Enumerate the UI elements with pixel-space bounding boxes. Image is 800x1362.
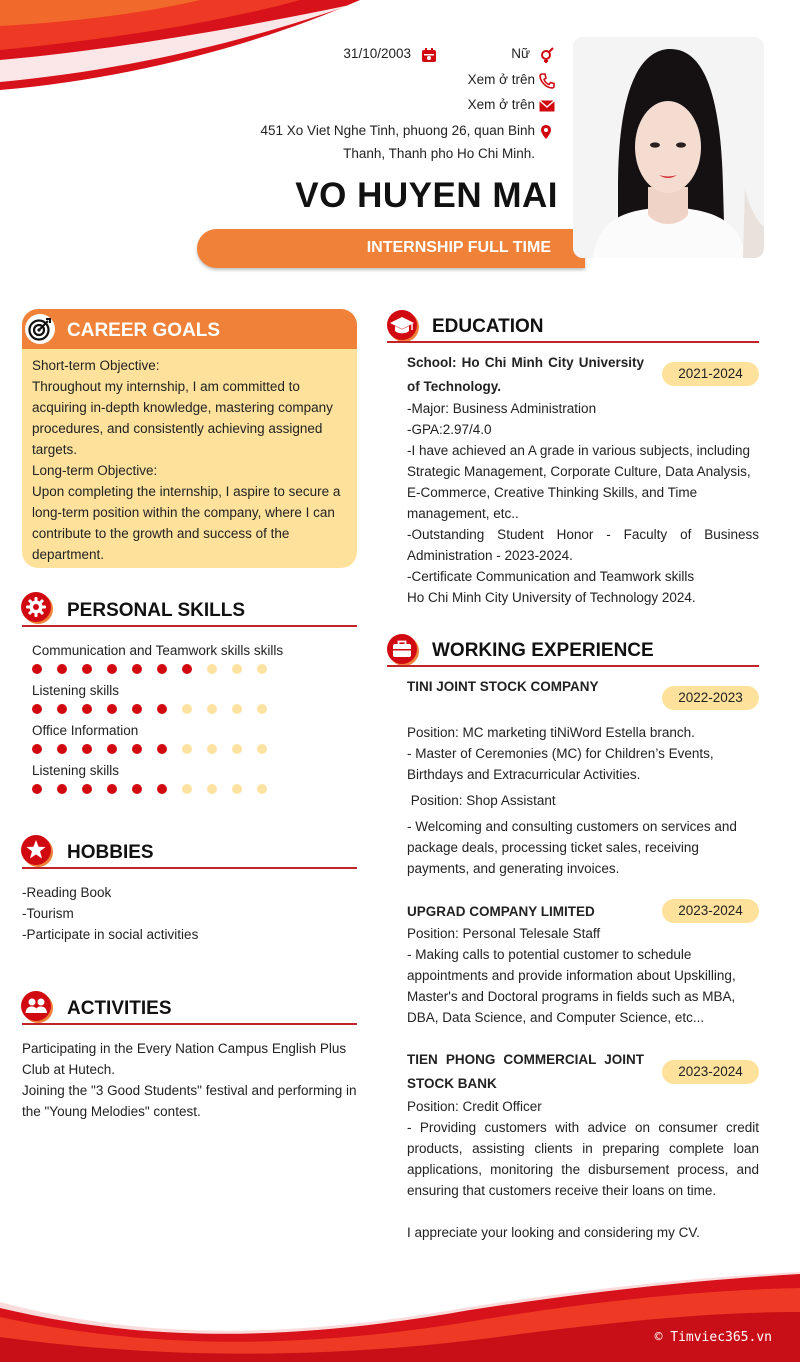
personal-skills-title: PERSONAL SKILLS: [67, 600, 246, 621]
education-detail: -I have achieved an A grade in various subjects, including Strategic Management, Corporate Culture, Data Analysis, E-Commerce, Creative Thinking Skills, and Time management, etc..: [407, 443, 751, 521]
job-position: Position: Personal Telesale Staff: [407, 926, 601, 941]
activities-title: ACTIVITIES: [67, 998, 172, 1019]
skill-rating: [32, 704, 272, 716]
skill-dot-empty: [232, 784, 242, 794]
skill-dot-filled: [107, 664, 117, 674]
skill-dot-filled: [107, 784, 117, 794]
skill-dot-filled: [157, 704, 167, 714]
skill-dot-empty: [207, 664, 217, 674]
graduation-cap-icon: [386, 309, 420, 343]
hobby-item: -Reading Book: [22, 885, 112, 900]
skill-rating: [32, 784, 272, 796]
career-goals-body: [22, 349, 357, 568]
skill-label: Listening skills: [32, 763, 120, 778]
address-line1: 451 Xo Viet Nghe Tinh, phuong 26, quan Binh: [260, 123, 535, 138]
skill-dot-empty: [182, 704, 192, 714]
skill-dot-empty: [232, 744, 242, 754]
education-title: EDUCATION: [432, 316, 544, 337]
calendar-icon: [421, 47, 437, 63]
phone: Xem ở trên: [467, 72, 535, 87]
skill-dot-empty: [232, 704, 242, 714]
activity-item: Participating in the Every Nation Campus English Plus Club at Hutech.: [22, 1041, 347, 1077]
career-goal-line: Throughout my internship, I am committed to acquiring in-depth knowledge, mastering company procedures, and consistently achieving assigned targets.: [32, 379, 333, 457]
skill-dot-empty: [207, 744, 217, 754]
skill-dot-filled: [157, 744, 167, 754]
skill-dot-filled: [132, 744, 142, 754]
job-description: - Providing customers with advice on consumer credit products, assisting clients in preparing complete loan applications, monitoring the disbursement process, and ensuring that customers receive their loans on time.: [407, 1120, 759, 1198]
skill-dot-filled: [132, 664, 142, 674]
address-line2: Thanh, Thanh pho Ho Chi Minh.: [343, 146, 535, 161]
star-icon: [20, 834, 54, 868]
skill-dot-filled: [32, 784, 42, 794]
skill-dot-empty: [232, 664, 242, 674]
career-goal-line: Short-term Objective:: [32, 358, 160, 373]
hobby-item: -Participate in social activities: [22, 927, 199, 942]
job-period-badge: 2023-2024: [662, 1060, 759, 1084]
skill-dot-empty: [182, 784, 192, 794]
skill-dot-filled: [57, 744, 67, 754]
job-period-badge: 2023-2024: [662, 899, 759, 923]
skill-dot-empty: [182, 744, 192, 754]
closing-note: I appreciate your looking and considering my CV.: [407, 1225, 700, 1240]
skill-dot-empty: [207, 784, 217, 794]
company-name: TIEN PHONG COMMERCIAL JOINT STOCK BANK: [407, 1052, 644, 1091]
profile-photo: [573, 37, 764, 258]
section-divider: [387, 341, 759, 343]
gear-icon: [20, 591, 54, 625]
bottom-wave-decoration: [0, 1262, 800, 1362]
skill-dot-empty: [257, 744, 267, 754]
education-period-badge: 2021-2024: [662, 362, 759, 386]
job-position: Position: Credit Officer: [407, 1099, 542, 1114]
job-description: - Master of Ceremonies (MC) for Children’s Events, Birthdays and Extracurricular Activities.: [407, 746, 714, 782]
skill-dot-filled: [57, 784, 67, 794]
education-detail: -Outstanding Student Honor - Faculty of Business Administration - 2023-2024.: [407, 527, 759, 563]
gender-icon: [539, 47, 555, 63]
skill-dot-filled: [107, 744, 117, 754]
desired-position: INTERNSHIP FULL TIME: [366, 239, 551, 256]
career-goals-title: CAREER GOALS: [67, 320, 221, 341]
skill-dot-filled: [57, 664, 67, 674]
career-goal-line: Long-term Objective:: [32, 463, 158, 478]
education-detail: Ho Chi Minh City University of Technology 2024.: [407, 590, 696, 605]
job-period-badge: 2022-2023: [662, 686, 759, 710]
target-icon: [24, 313, 56, 345]
education-detail: -Major: Business Administration: [407, 401, 597, 416]
experience-title: WORKING EXPERIENCE: [432, 640, 654, 661]
skill-rating: [32, 664, 272, 676]
birthdate: 31/10/2003: [343, 46, 411, 61]
job-description: - Welcoming and consulting customers on services and package deals, processing ticket sales, receiving payments, and generating invoices.: [407, 819, 737, 876]
watermark: © Timviec365.vn: [654, 1330, 772, 1345]
job-position: Position: MC marketing tiNiWord Estella branch.: [407, 725, 695, 740]
section-divider: [387, 665, 759, 667]
skill-dot-filled: [32, 664, 42, 674]
phone-icon: [539, 73, 555, 89]
profile-photo-illustration: [573, 37, 764, 258]
career-goals-header: [22, 309, 357, 349]
section-divider: [22, 1023, 357, 1025]
skill-dot-filled: [157, 664, 167, 674]
skill-label: Communication and Teamwork skills skills: [32, 643, 284, 658]
skill-dot-filled: [82, 744, 92, 754]
location-pin-icon: [538, 124, 554, 140]
career-goal-line: Upon completing the internship, I aspire to secure a long-term position within the company, where I can contribute to the growth and success of the department.: [32, 484, 341, 562]
skill-dot-empty: [257, 704, 267, 714]
company-name: TINI JOINT STOCK COMPANY: [407, 679, 599, 694]
skill-dot-filled: [182, 664, 192, 674]
education-detail: -Certificate Communication and Teamwork skills: [407, 569, 695, 584]
section-divider: [22, 867, 357, 869]
skill-rating: [32, 744, 272, 756]
skill-dot-filled: [107, 704, 117, 714]
briefcase-icon: [386, 633, 420, 667]
skill-dot-filled: [157, 784, 167, 794]
section-divider: [22, 625, 357, 627]
candidate-name: VO HUYEN MAI: [295, 176, 558, 215]
hobby-item: -Tourism: [22, 906, 74, 921]
skill-dot-empty: [207, 704, 217, 714]
skill-dot-filled: [57, 704, 67, 714]
skill-dot-filled: [32, 704, 42, 714]
skill-dot-filled: [132, 784, 142, 794]
group-icon: [20, 990, 54, 1024]
skill-dot-filled: [82, 664, 92, 674]
skill-dot-filled: [132, 704, 142, 714]
skill-dot-empty: [257, 784, 267, 794]
company-name: UPGRAD COMPANY LIMITED: [407, 904, 595, 919]
hobbies-title: HOBBIES: [67, 842, 154, 863]
skill-label: Office Information: [32, 723, 139, 738]
skill-label: Listening skills: [32, 683, 120, 698]
skill-dot-filled: [82, 784, 92, 794]
position-banner: [197, 229, 585, 268]
school-name: School: Ho Chi Minh City University of Technology.: [407, 355, 644, 394]
job-description: - Making calls to potential customer to schedule appointments and provide information about Upskilling, Master's and Doctoral programs in fields such as MBA, DBA, Data Science, and Computer Science, etc...: [407, 947, 736, 1025]
activity-item: Joining the "3 Good Students" festival and performing in the "Young Melodies" contest.: [22, 1083, 357, 1119]
education-detail: -GPA:2.97/4.0: [407, 422, 492, 437]
email: Xem ở trên: [467, 97, 535, 112]
skill-dot-filled: [82, 704, 92, 714]
skill-dot-empty: [257, 664, 267, 674]
skill-dot-filled: [32, 744, 42, 754]
gender: Nữ: [511, 46, 530, 61]
job-position: Position: Shop Assistant: [407, 793, 556, 808]
mail-icon: [539, 98, 555, 114]
